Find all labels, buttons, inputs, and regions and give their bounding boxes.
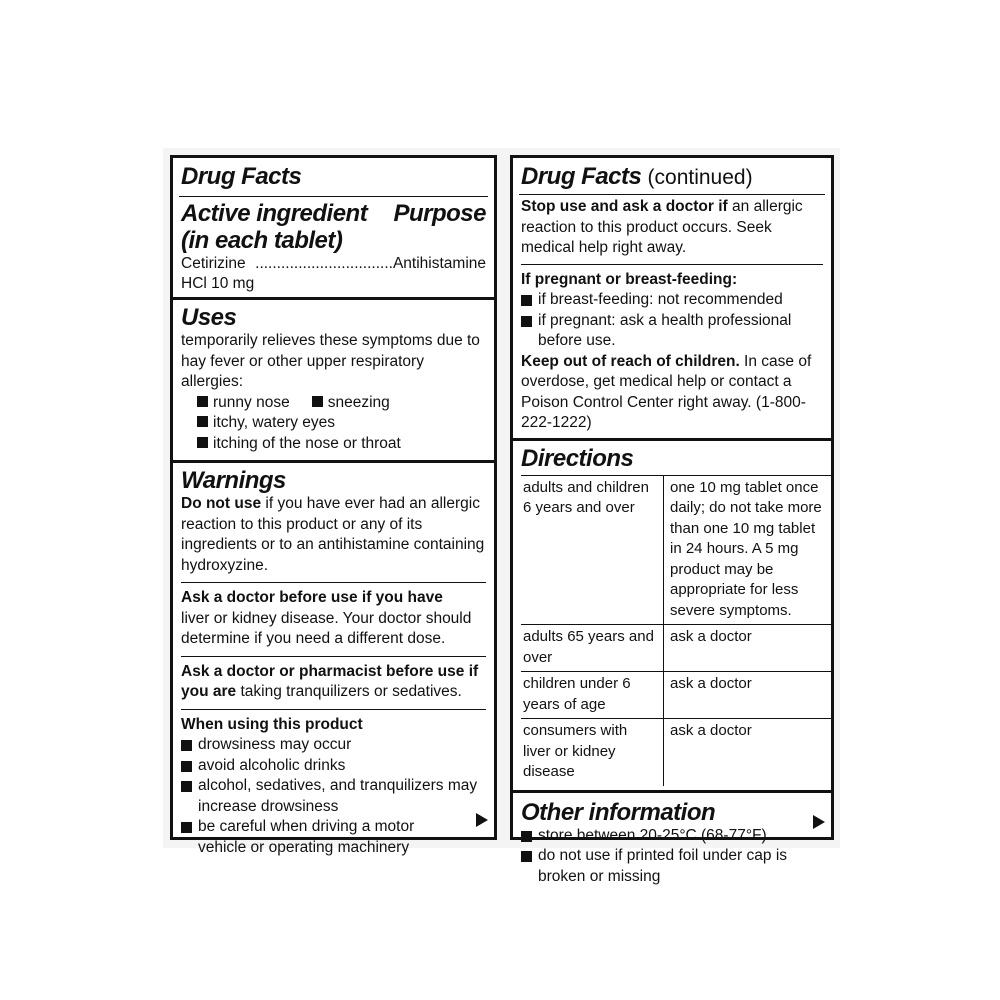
- pregnancy-list: [521, 290, 823, 352]
- list-item: avoid alcoholic drinks: [181, 756, 486, 777]
- directions-what: one 10 mg tablet once daily; do not take more than one 10 mg tablet in 24 hours. A 5 mg product may be appropriate for less severe symptoms.: [664, 475, 832, 625]
- active-ingredient-heading: Active ingredient: [181, 200, 368, 227]
- list-item: do not use if printed foil under cap is broken or missing: [521, 846, 823, 887]
- when-using-heading: When using this product: [181, 715, 363, 733]
- table-row: [521, 475, 831, 625]
- list-item: if breast-feeding: not recommended: [521, 290, 823, 311]
- list-item: store between 20-25°C (68-77°F): [521, 826, 823, 847]
- stop-use-warning: Stop use and ask a doctor if an allergic reaction to this product occurs. Seek medical help right away.: [521, 198, 803, 256]
- list-item: drowsiness may occur: [181, 735, 486, 756]
- bullet-icon: [312, 396, 323, 407]
- panel-title: Drug Facts: [181, 163, 302, 190]
- continued-label: (continued): [647, 166, 753, 189]
- drug-facts-panel-right: [510, 155, 834, 885]
- directions-who: children under 6 years of age: [521, 672, 664, 719]
- ask-pharmacist-warning: Ask a doctor or pharmacist before use if you are taking tranquilizers or sedatives.: [181, 662, 479, 700]
- drug-facts-header: [181, 158, 486, 196]
- uses-heading: Uses: [181, 304, 237, 331]
- list-item: alcohol, sedatives, and tranquilizers may increase drowsiness: [181, 776, 486, 817]
- active-ingredient-section: [181, 197, 486, 297]
- ingredient-row: [181, 254, 486, 294]
- uses-item: itchy, watery eyes: [213, 414, 336, 431]
- uses-item: runny nose: [213, 393, 290, 411]
- ask-doctor-text: liver or kidney disease. Your doctor should determine if you need a different dose.: [181, 609, 472, 647]
- ask-doctor-section: [181, 583, 486, 656]
- ingredient-name: Cetirizine HCl 10 mg: [181, 255, 255, 292]
- table-row: [521, 719, 831, 786]
- list-item: if pregnant: ask a health professional before use.: [521, 311, 823, 352]
- keep-out-of-reach-warning: Keep out of reach of children. In case of overdose, get medical help or contact a Poison Control Center right away. (1-800-222-1222): [521, 352, 812, 431]
- continue-arrow-icon: [476, 813, 488, 827]
- other-information-section: [521, 793, 823, 888]
- uses-item: sneezing: [327, 393, 390, 411]
- purpose-heading: Purpose: [393, 200, 486, 227]
- directions-heading: Directions: [521, 444, 634, 472]
- bullet-icon: [197, 416, 208, 427]
- warnings-section: [181, 463, 486, 582]
- other-information-heading: Other information: [521, 798, 716, 826]
- bullet-icon: [197, 396, 208, 407]
- when-using-list: [181, 735, 486, 858]
- uses-text: temporarily relieves these symptoms due to hay fever or other upper respiratory allergies:: [181, 332, 480, 390]
- pregnancy-section: [521, 265, 823, 438]
- ask-doctor-heading: Ask a doctor before use if you have: [181, 589, 443, 606]
- other-information-list: [521, 826, 823, 888]
- pregnancy-heading: If pregnant or breast-feeding:: [521, 270, 738, 288]
- when-using-section: [181, 710, 486, 859]
- directions-table: [521, 475, 831, 786]
- stop-use-section: [521, 195, 823, 264]
- table-row: [521, 625, 831, 672]
- directions-what: ask a doctor: [664, 719, 832, 786]
- directions-what: ask a doctor: [664, 672, 832, 719]
- drug-facts-panel-left: [170, 155, 497, 856]
- directions-what: ask a doctor: [664, 625, 832, 672]
- warnings-heading: Warnings: [181, 467, 286, 494]
- drug-facts-header-continued: [521, 158, 823, 194]
- active-ingredient-subheading: (in each tablet): [181, 227, 343, 254]
- directions-who: adults 65 years and over: [521, 625, 664, 672]
- table-row: [521, 672, 831, 719]
- ingredient-purpose: Antihistamine: [392, 255, 486, 272]
- uses-list: [181, 393, 486, 455]
- list-item: be careful when driving a motor vehicle or operating machinery: [181, 817, 486, 858]
- continue-arrow-icon: [813, 815, 825, 829]
- directions-who: adults and children 6 years and over: [521, 475, 664, 625]
- uses-section: [181, 300, 486, 460]
- directions-who: consumers with liver or kidney disease: [521, 719, 664, 786]
- do-not-use-warning: Do not use if you have ever had an allergic reaction to this product or any of its ingredients or to an antihistamine containing hydroxyzine.: [181, 495, 485, 574]
- uses-item: itching of the nose or throat: [213, 434, 401, 452]
- panel-title: Drug Facts: [521, 163, 642, 190]
- ingredient-leader-dots: ................................: [255, 255, 393, 272]
- ask-pharmacist-section: [181, 657, 486, 709]
- directions-section: [521, 441, 823, 790]
- bullet-icon: [197, 437, 208, 448]
